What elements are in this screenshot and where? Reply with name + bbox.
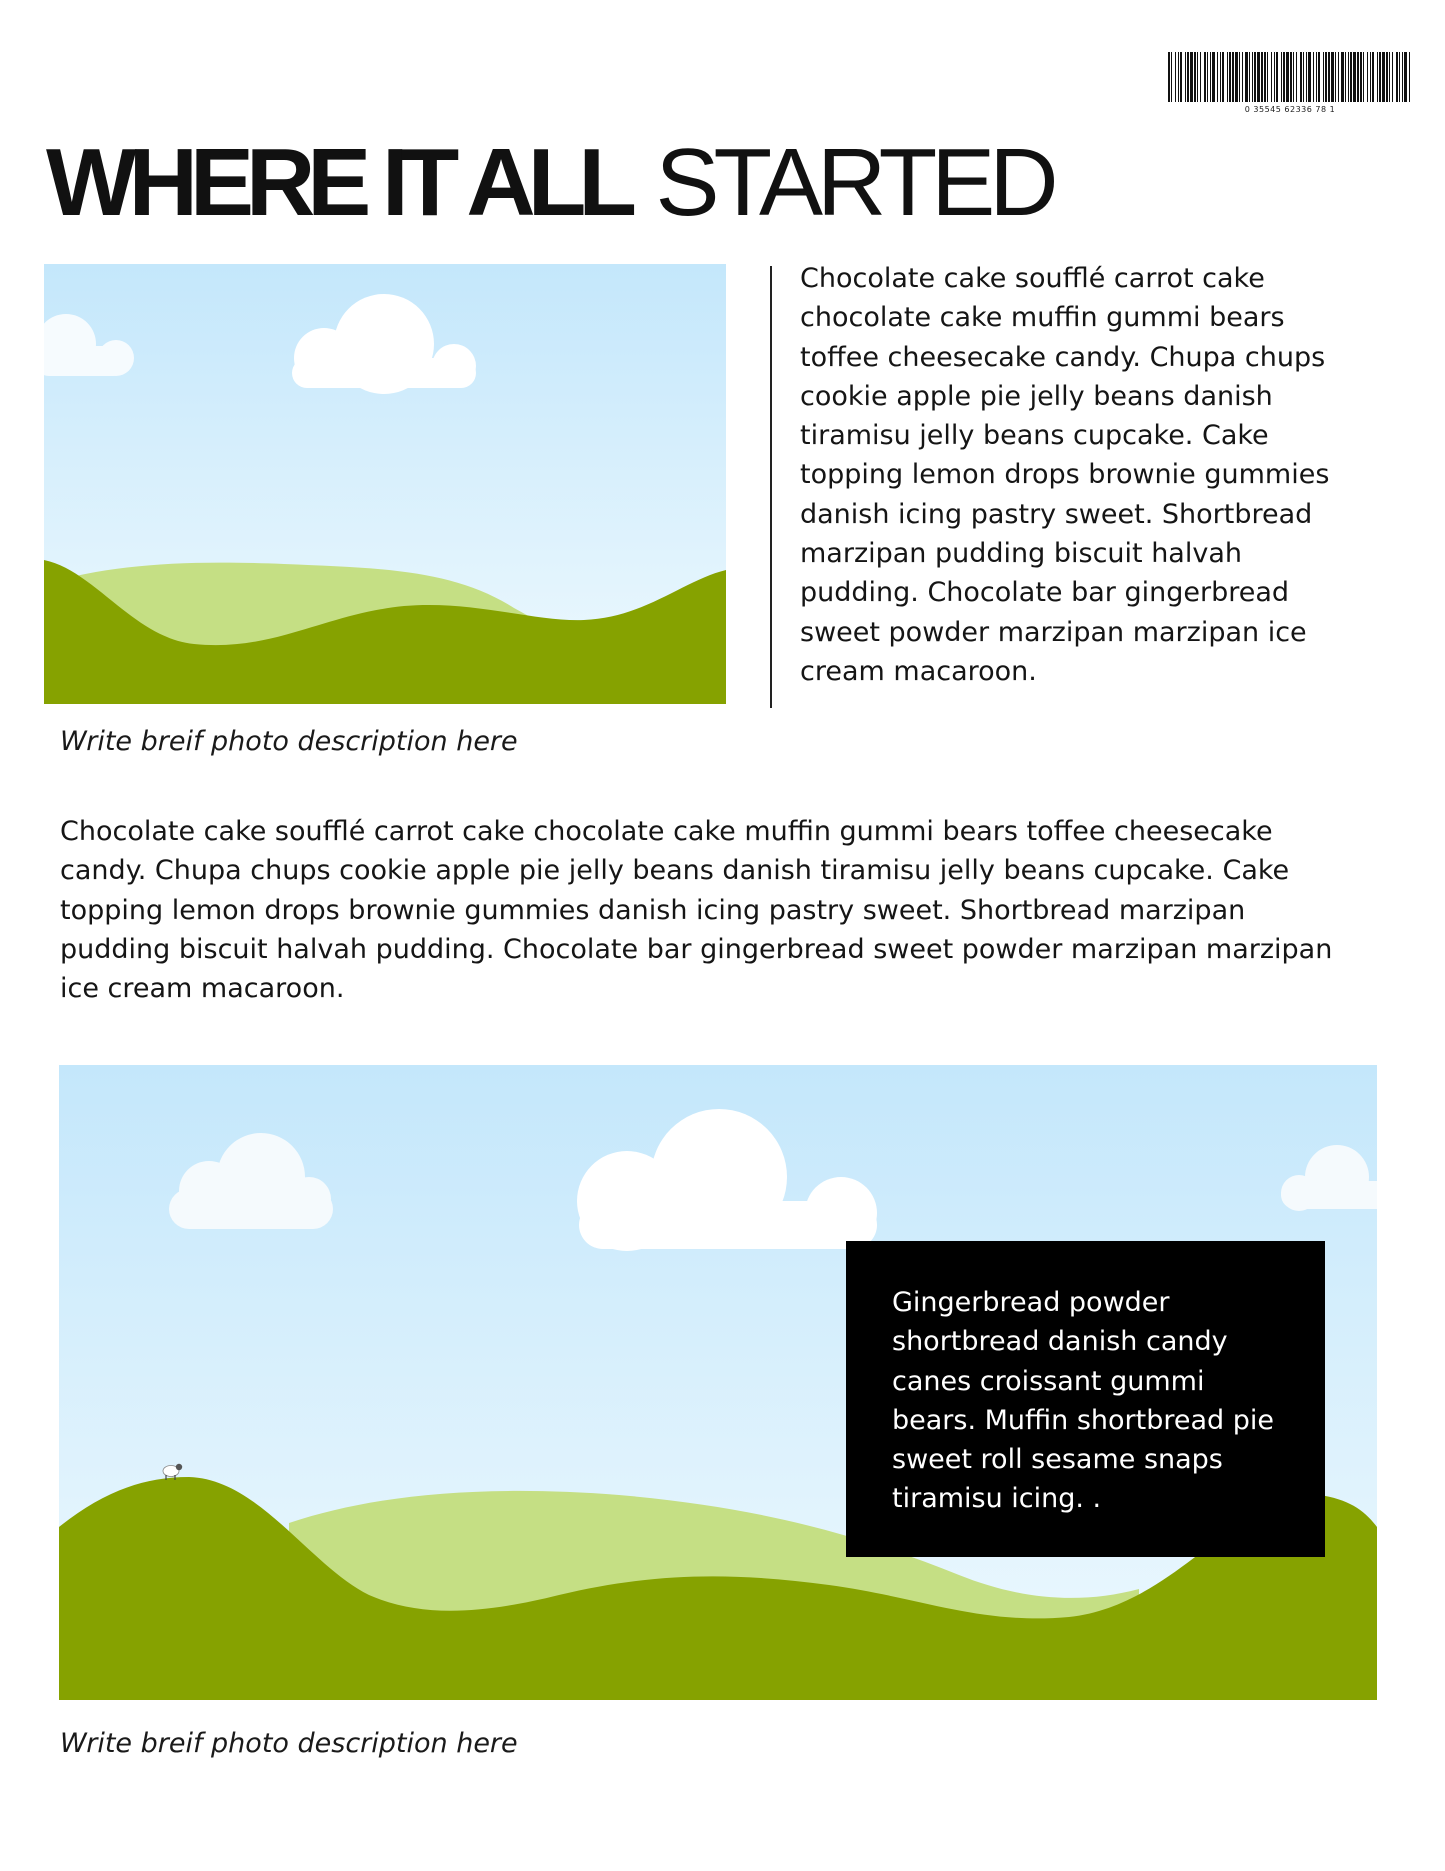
title-light-part: STARTED [655,129,1053,236]
title-bold-part: WHERE IT ALL [46,129,630,236]
barcode-number: 0 35545 62336 78 1 [1244,105,1336,114]
callout-text: Gingerbread powder shortbread danish candy canes croissant gummi bears. Muffin shortbread pie sweet roll sesame snaps tiramisu icing. . [892,1287,1274,1515]
vertical-divider [770,266,772,708]
landscape-photo-1 [44,264,726,704]
intro-paragraph: Chocolate cake soufflé carrot cake chocolate cake muffin gummi bears toffee cheesecake candy. Chupa chups cookie apple pie jelly beans danish tiramisu jelly beans cupcake. Cake topping lemon drops brownie gummies danish icing pastry sweet. Shortbread marzipan pudding biscuit halvah pudding. Chocolate bar gingerbread sweet powder marzipan marzipan ice cream macaroon. [800,263,1330,687]
photo-2-caption: Write breif photo description here [60,1728,518,1759]
barcode-bars [1168,52,1412,102]
barcode [1168,52,1412,118]
body-paragraph: Chocolate cake soufflé carrot cake chocolate cake muffin gummi bears toffee cheesecake candy. Chupa chups cookie apple pie jelly beans danish tiramisu jelly beans cupcake. Cake topping lemon drops brownie gummies danish icing pastry sweet. Shortbread marzipan pudding biscuit halvah pudding. Chocolate bar gingerbread sweet powder marzipan marzipan ice cream macaroon. [60,816,1333,1005]
photo-1-caption: Write breif photo description here [60,726,518,757]
callout-box [846,1241,1325,1557]
page-title [46,129,1053,236]
